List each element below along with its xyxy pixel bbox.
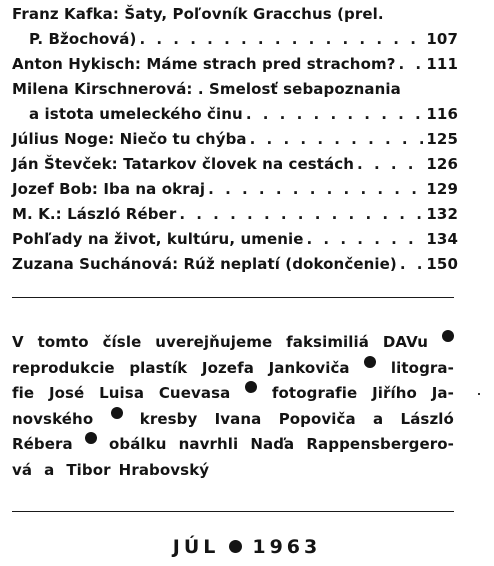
toc-entry — [12, 127, 458, 152]
bullet-icon — [85, 432, 97, 444]
credits-line — [12, 330, 454, 356]
issue-month: JÚL — [172, 536, 220, 558]
toc-entry-page: 126 — [426, 155, 458, 173]
credits-paragraph — [12, 330, 454, 483]
word: obálku — [108, 435, 167, 453]
word: Rébera — [12, 435, 73, 453]
leader-dots — [208, 177, 423, 202]
toc-entry-title: M. K.: László Réber — [12, 205, 177, 223]
table-of-contents — [12, 2, 458, 277]
word: plastík — [129, 358, 188, 377]
leader-dots — [307, 227, 424, 252]
word: kresby — [139, 409, 198, 428]
word: novského — [12, 409, 94, 428]
toc-entry-title: Ján Števček: Tatarkov človek na cestách — [12, 155, 355, 173]
word: Jiřího — [372, 384, 417, 402]
word: reprodukcie — [12, 358, 115, 377]
toc-entry-page: 116 — [426, 105, 458, 123]
credits-line — [12, 432, 454, 458]
bullet-icon — [111, 407, 123, 419]
toc-entry-page: 125 — [426, 130, 458, 148]
word: Rappensbergero- — [306, 435, 454, 453]
word: Ivana — [214, 409, 262, 428]
word: Naďa — [250, 435, 295, 453]
toc-entry — [12, 77, 458, 102]
word: faksimiliá — [286, 333, 369, 351]
word: DAVu — [382, 333, 429, 351]
toc-entry-title: Anton Hykisch: Máme strach pred strachom? — [12, 55, 396, 73]
leader-dots — [400, 252, 424, 277]
leader-dots — [399, 52, 424, 77]
bullet-icon — [229, 540, 242, 553]
issue-date — [0, 536, 494, 558]
toc-entry — [12, 52, 458, 77]
toc-entry-title: P. Bžochová) — [29, 30, 137, 48]
toc-entry-title: Július Noge: Niečo tu chýba — [12, 130, 247, 148]
toc-entry — [12, 227, 458, 252]
toc-entry-title: Pohľady na život, kultúru, umenie — [12, 230, 304, 248]
word: José — [48, 384, 85, 402]
credits-line — [12, 407, 454, 433]
leader-dots — [250, 127, 424, 152]
toc-entry — [12, 102, 458, 127]
word: vá — [12, 460, 33, 479]
divider — [12, 297, 454, 298]
issue-year: 1963 — [252, 536, 322, 558]
toc-entry-title: a istota umeleckého činu — [29, 105, 243, 123]
word: fotografie — [271, 384, 358, 402]
word: čísle — [102, 333, 142, 351]
toc-entry — [12, 27, 458, 52]
toc-entry-page: 129 — [426, 180, 458, 198]
scan-speck — [478, 393, 480, 395]
bullet-icon — [364, 356, 376, 368]
word: a — [44, 460, 55, 479]
divider — [12, 511, 454, 512]
word: fie — [12, 384, 35, 402]
toc-entry-title: Jozef Bob: Iba na okraj — [12, 180, 206, 198]
word: V — [12, 333, 24, 351]
toc-entry — [12, 152, 458, 177]
credits-line — [12, 356, 454, 382]
toc-entry — [12, 202, 458, 227]
toc-entry-page: 107 — [426, 30, 458, 48]
leader-dots — [357, 152, 423, 177]
toc-entry — [12, 177, 458, 202]
toc-entry-title: Zuzana Suchánová: Rúž neplatí (dokončenie) — [12, 255, 397, 273]
credits-line — [12, 381, 454, 407]
leader-dots — [246, 102, 424, 127]
word: tomto — [37, 333, 89, 351]
leader-dots — [179, 202, 423, 227]
word: Hrabovský — [118, 460, 210, 479]
word: Tibor — [66, 460, 111, 479]
toc-entry — [12, 252, 458, 277]
toc-entry-title: Franz Kafka: Šaty, Poľovník Gracchus (prel. — [12, 5, 384, 23]
word: Popoviča — [278, 409, 356, 428]
bullet-icon — [245, 381, 257, 393]
word: a — [373, 409, 384, 428]
toc-entry — [12, 2, 458, 27]
credits-line — [12, 458, 454, 484]
word: László — [400, 409, 454, 428]
leader-dots — [139, 27, 423, 52]
word: navrhli — [178, 435, 239, 453]
toc-entry-page: 111 — [426, 55, 458, 73]
toc-entry-page: 134 — [426, 230, 458, 248]
toc-entry-title: Milena Kirschnerová: . Smelosť sebapoznania — [12, 80, 401, 98]
toc-entry-page: 132 — [426, 205, 458, 223]
bullet-icon — [442, 330, 454, 342]
word: Cuevasa — [158, 384, 231, 402]
word: Jozefa — [201, 358, 254, 377]
word: uverejňujeme — [155, 333, 273, 351]
word: Ja- — [431, 384, 454, 402]
word: Luisa — [99, 384, 145, 402]
word: Jankoviča — [268, 358, 350, 377]
toc-entry-page: 150 — [426, 255, 458, 273]
word: litogra- — [390, 358, 454, 377]
